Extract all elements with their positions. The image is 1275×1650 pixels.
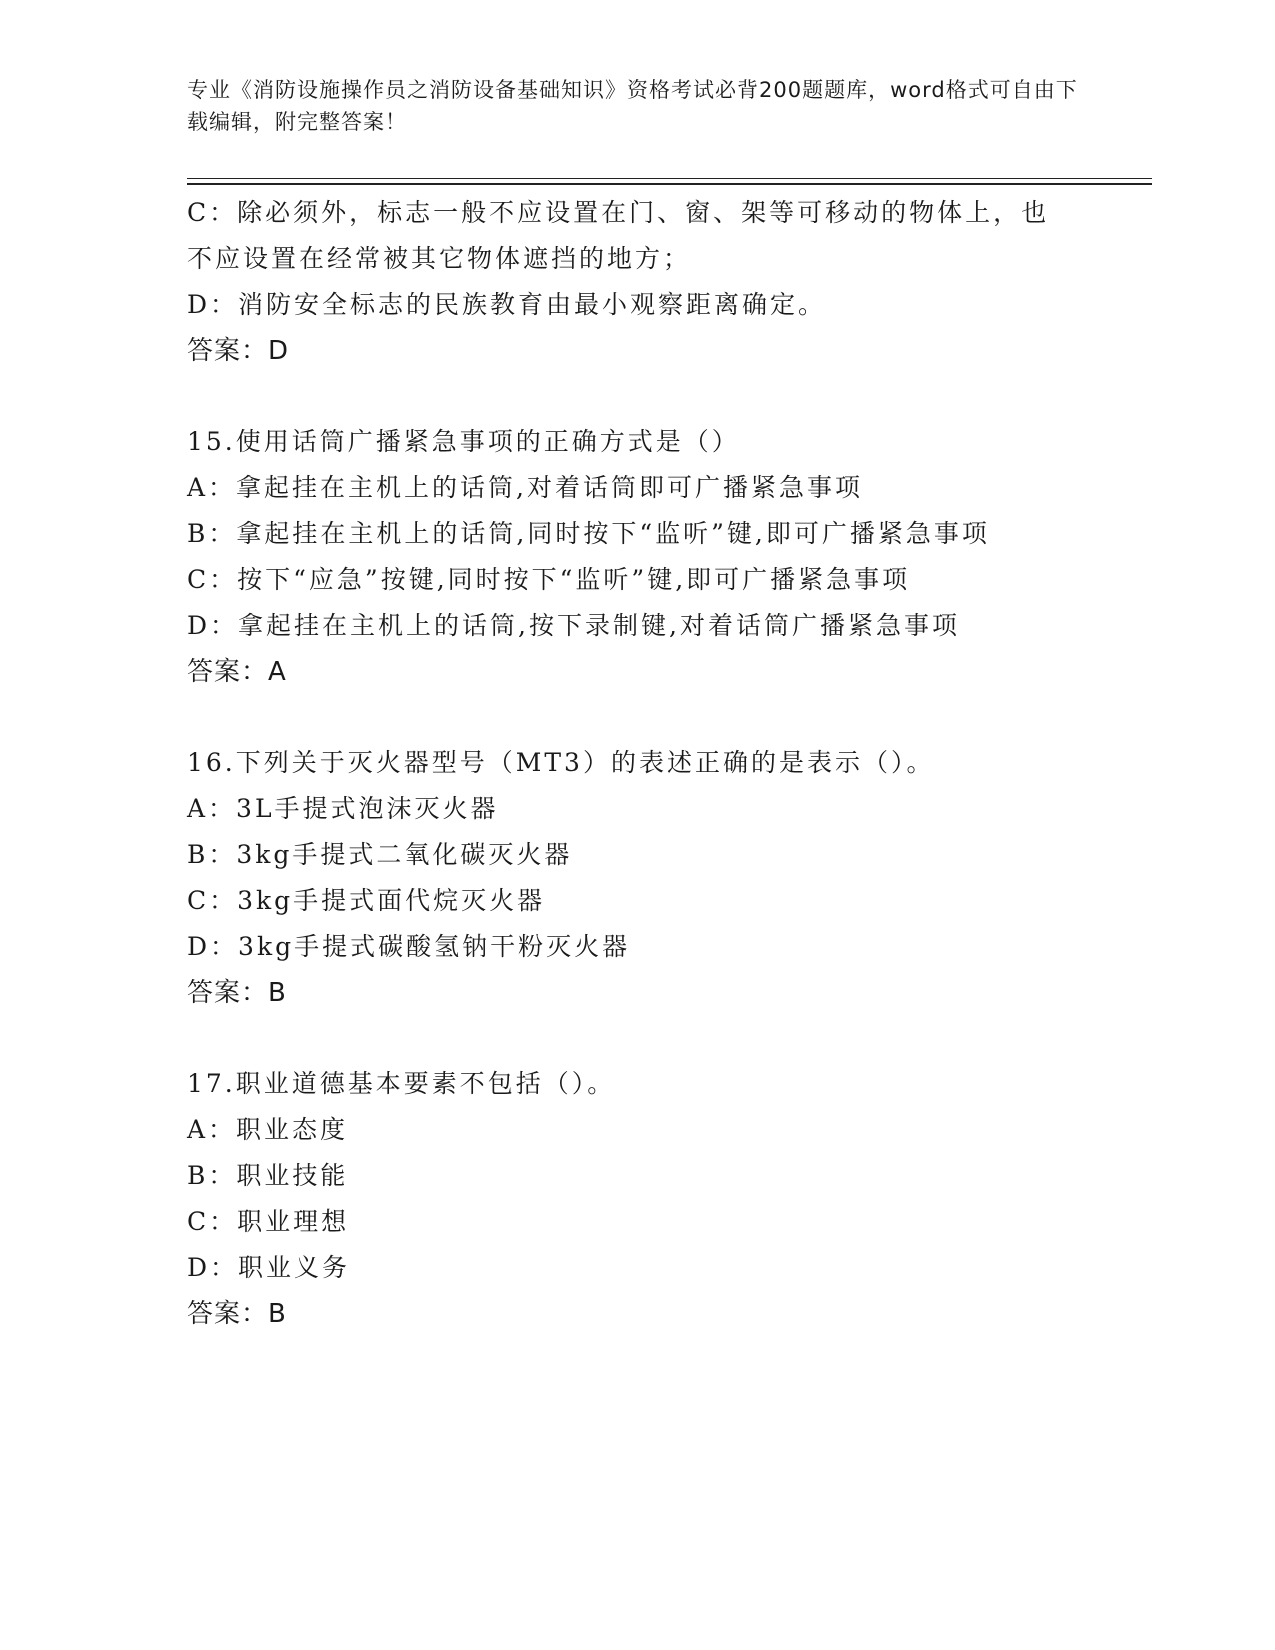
document-header: 专业《消防设施操作员之消防设备基础知识》资格考试必背200题题库，word格式可自由下载编辑，附完整答案！ bbox=[187, 78, 1078, 134]
question-16 bbox=[187, 740, 1087, 1016]
question-15 bbox=[187, 419, 1087, 695]
option-d: D：消防安全标志的民族教育由最小观察距离确定。 bbox=[187, 290, 827, 319]
option-c-continued: 不应设置在经常被其它物体遮挡的地方； bbox=[187, 244, 692, 273]
option-c: C：除必须外，标志一般不应设置在门、窗、架等可移动的物体上，也 bbox=[187, 198, 1050, 227]
answer: 答案：B bbox=[187, 1299, 287, 1329]
option-b: B：职业技能 bbox=[187, 1161, 349, 1190]
header-divider-thick bbox=[187, 183, 1152, 185]
option-c: C：按下“应急”按键,同时按下“监听”键,即可广播紧急事项 bbox=[187, 565, 911, 594]
answer: 答案：B bbox=[187, 978, 287, 1008]
question-stem: 16.下列关于灭火器型号（MT3）的表述正确的是表示（）。 bbox=[187, 748, 935, 777]
option-a: A：拿起挂在主机上的话筒,对着话筒即可广播紧急事项 bbox=[187, 473, 864, 502]
option-d: D：3kg手提式碳酸氢钠干粉灭火器 bbox=[187, 932, 631, 961]
option-b: B：3kg手提式二氧化碳灭火器 bbox=[187, 840, 573, 869]
question-stem: 15.使用话筒广播紧急事项的正确方式是（） bbox=[187, 427, 740, 456]
document-body bbox=[187, 190, 1087, 1337]
answer: 答案：D bbox=[187, 336, 290, 366]
option-b: B：拿起挂在主机上的话筒,同时按下“监听”键,即可广播紧急事项 bbox=[187, 519, 990, 548]
option-c: C：3kg手提式面代烷灭火器 bbox=[187, 886, 546, 915]
question-stem: 17.职业道德基本要素不包括（）。 bbox=[187, 1069, 616, 1098]
question-17 bbox=[187, 1061, 1087, 1337]
option-a: A：3L手提式泡沫灭火器 bbox=[187, 794, 499, 823]
answer: 答案：A bbox=[187, 657, 287, 687]
option-d: D：拿起挂在主机上的话筒,按下录制键,对着话筒广播紧急事项 bbox=[187, 611, 960, 640]
header-divider-thin bbox=[187, 178, 1152, 179]
option-a: A：职业态度 bbox=[187, 1115, 349, 1144]
option-c: C：职业理想 bbox=[187, 1207, 350, 1236]
option-d: D：职业义务 bbox=[187, 1253, 351, 1282]
continued-question bbox=[187, 190, 1087, 374]
